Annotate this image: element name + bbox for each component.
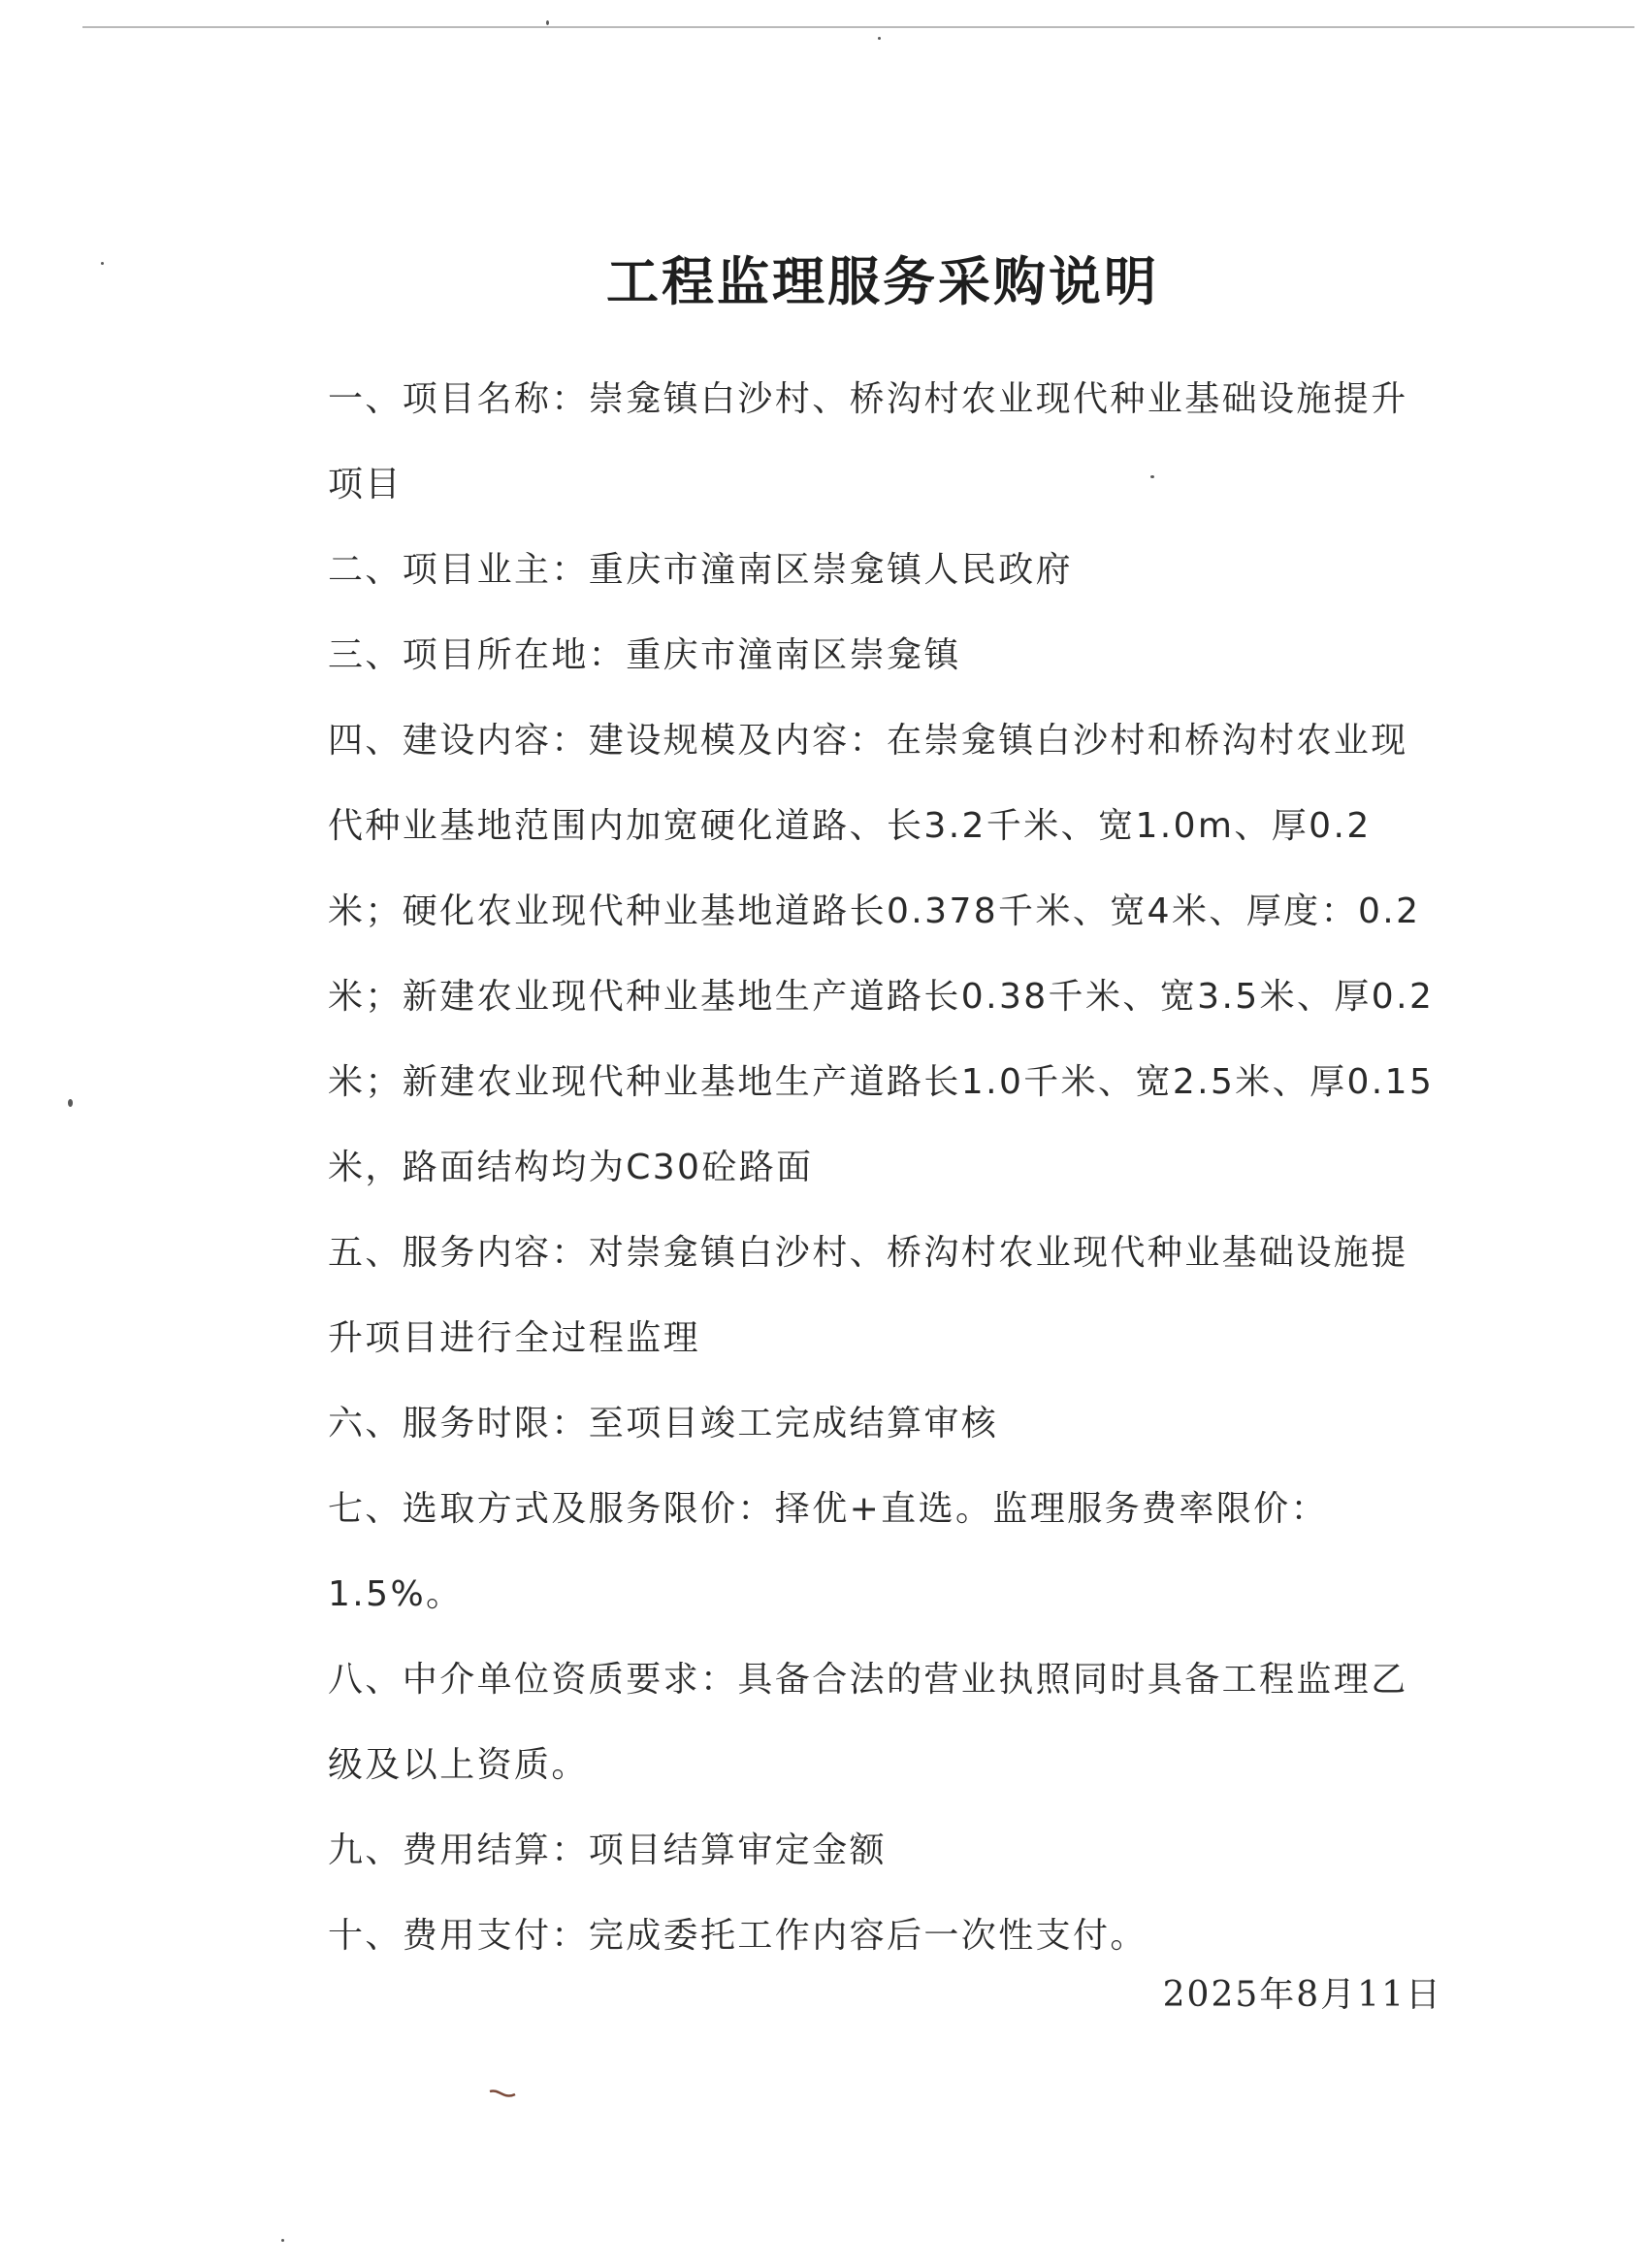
item-project-name: 一、项目名称：崇龛镇白沙村、桥沟村农业现代种业基础设施提升项目 [328,379,1408,504]
document-title: 工程监理服务采购说明 [606,251,1159,312]
scan-speck [878,37,881,40]
scan-speck [281,2239,284,2242]
scan-speck [68,1099,73,1107]
scan-speck [546,20,549,25]
document-body [328,357,1443,1979]
item-service-period: 六、服务时限：至项目竣工完成结算审核 [328,1404,999,1443]
item-construction-content: 四、建设内容：建设规模及内容：在崇龛镇白沙村和桥沟村农业现代种业基地范围内加宽硬化道路、长3.2千米、宽1.0m、厚0.2米；硬化农业现代种业基地道路长0.378千米、宽4米、厚度：0.2米；新建农业现代种业基地生产道路长0.38千米、宽3.5米、厚0.2米；新建农业现代种业基地生产道路长1.0千米、宽2.5米、厚0.15米，路面结构均为C30砼路面 [328,721,1435,1187]
item-fee-settlement: 九、费用结算：项目结算审定金额 [328,1831,888,1870]
item-fee-payment: 十、费用支付：完成委托工作内容后一次性支付。 [328,1916,1148,1956]
scan-speck [1150,475,1154,478]
top-border-line [82,26,1634,28]
item-service-content: 五、服务内容：对崇龛镇白沙村、桥沟村农业现代种业基础设施提升项目进行全过程监理 [328,1233,1408,1358]
item-selection-method: 七、选取方式及服务限价：择优+直选。监理服务费率限价：1.5%。 [328,1489,1328,1614]
scan-speck [101,262,104,265]
item-qualification: 八、中介单位资质要求：具备合法的营业执照同时具备工程监理乙级及以上资质。 [328,1660,1408,1785]
document-date: 2025年8月11日 [1162,1975,1442,2015]
ink-mark [488,2088,517,2101]
item-project-location: 三、项目所在地：重庆市潼南区崇龛镇 [328,635,961,675]
item-project-owner: 二、项目业主：重庆市潼南区崇龛镇人民政府 [328,550,1074,590]
